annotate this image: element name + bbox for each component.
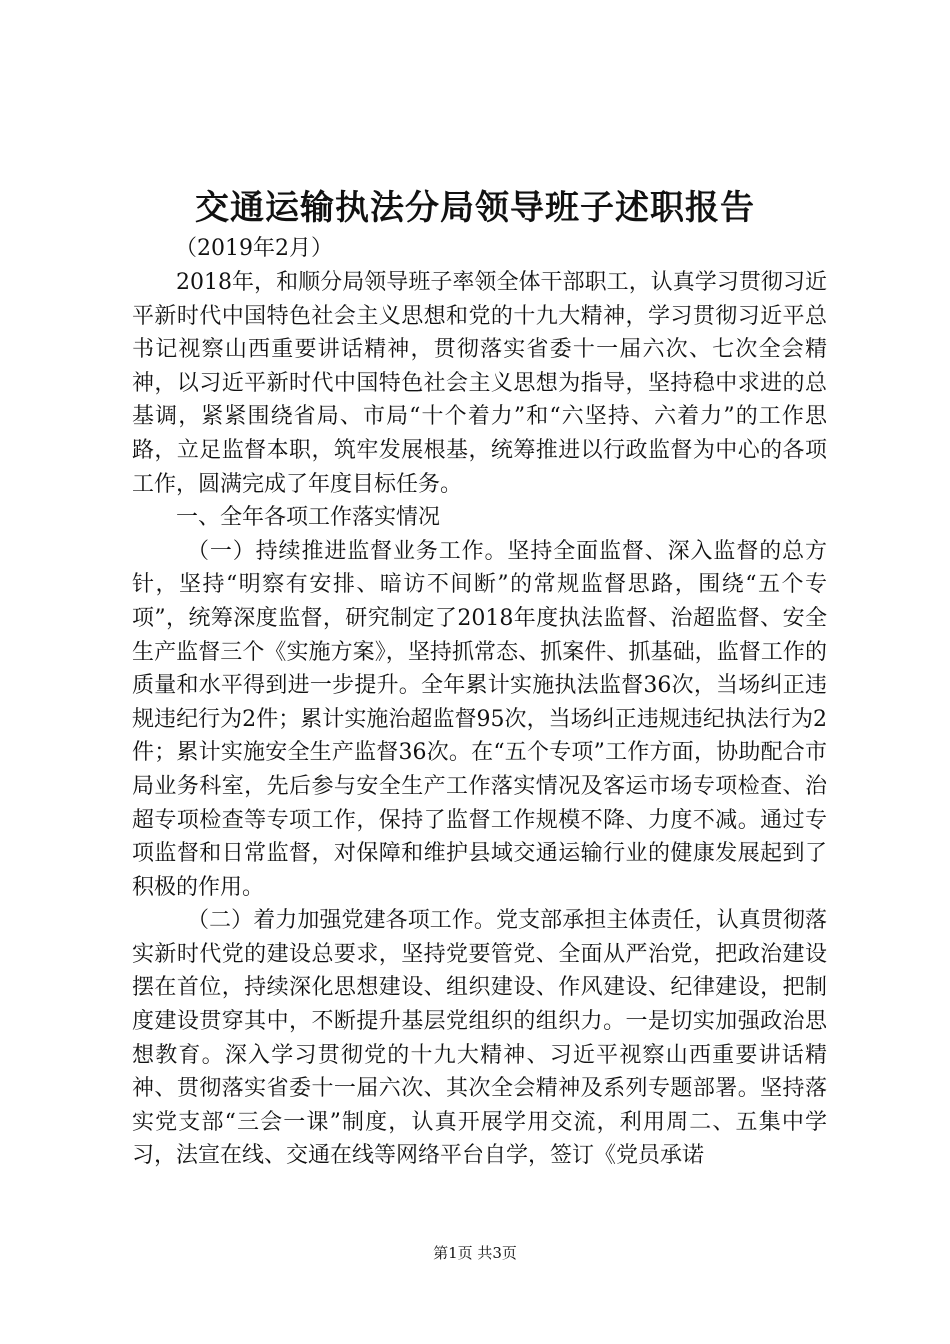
- page-footer: 第1页 共3页: [433, 1244, 517, 1262]
- section-heading: 一、全年各项工作落实情况: [176, 505, 441, 531]
- document-date: （2019年2月）: [175, 236, 333, 261]
- document-title: 交通运输执法分局领导班子述职报告: [195, 188, 755, 228]
- subsection-paragraph-2: （二）着力加强党建各项工作。党支部承担主体责任，认真贯彻落实新时代党的建设总要求，坚持党要管党、全面从严治党，把政治建设摆在首位，持续深化思想建设、组织建设、作风建设、纪律建设，把制度建设贯穿其中，不断提升基层党组织的组织力。一是切实加强政治思想教育。深入学习贯彻党的十九大精神、习近平视察山西重要讲话精神、贯彻落实省委十一届六次、其次全会精神及系列专题部署。坚持落实党支部“三会一课”制度，认真开展学用交流，利用周二、五集中学习，法宣在线、交通在线等网络平台自学，签订《党员承诺: [132, 908, 827, 1169]
- document-body: [132, 266, 827, 1173]
- intro-paragraph: 2018年，和顺分局领导班子率领全体干部职工，认真学习贯彻习近平新时代中国特色社会主义思想和党的十九大精神，学习贯彻习近平总书记视察山西重要讲话精神，贯彻落实省委十一届六次、七次全会精神，以习近平新时代中国特色社会主义思想为指导，坚持稳中求进的总基调，紧紧围绕省局、市局“十个着力”和“六坚持、六着力”的工作思路，立足监督本职，筑牢发展根基，统筹推进以行政监督为中心的各项工作，圆满完成了年度目标任务。: [132, 270, 827, 497]
- subsection-paragraph-1: （一）持续推进监督业务工作。坚持全面监督、深入监督的总方针，坚持“明察有安排、暗访不间断”的常规监督思路，围绕“五个专项”，统筹深度监督，研究制定了2018年度执法监督、治超监督、安全生产监督三个《实施方案》，坚持抓常态、抓案件、抓基础，监督工作的质量和水平得到进一步提升。全年累计实施执法监督36次，当场纠正违规违纪行为2件；累计实施治超监督95次，当场纠正违规违纪执法行为2件；累计实施安全生产监督36次。在“五个专项”工作方面，协助配合市局业务科室，先后参与安全生产工作落实情况及客运市场专项检查、治超专项检查等专项工作，保持了监督工作规模不降、力度不减。通过专项监督和日常监督，对保障和维护县域交通运输行业的健康发展起到了积极的作用。: [132, 538, 827, 900]
